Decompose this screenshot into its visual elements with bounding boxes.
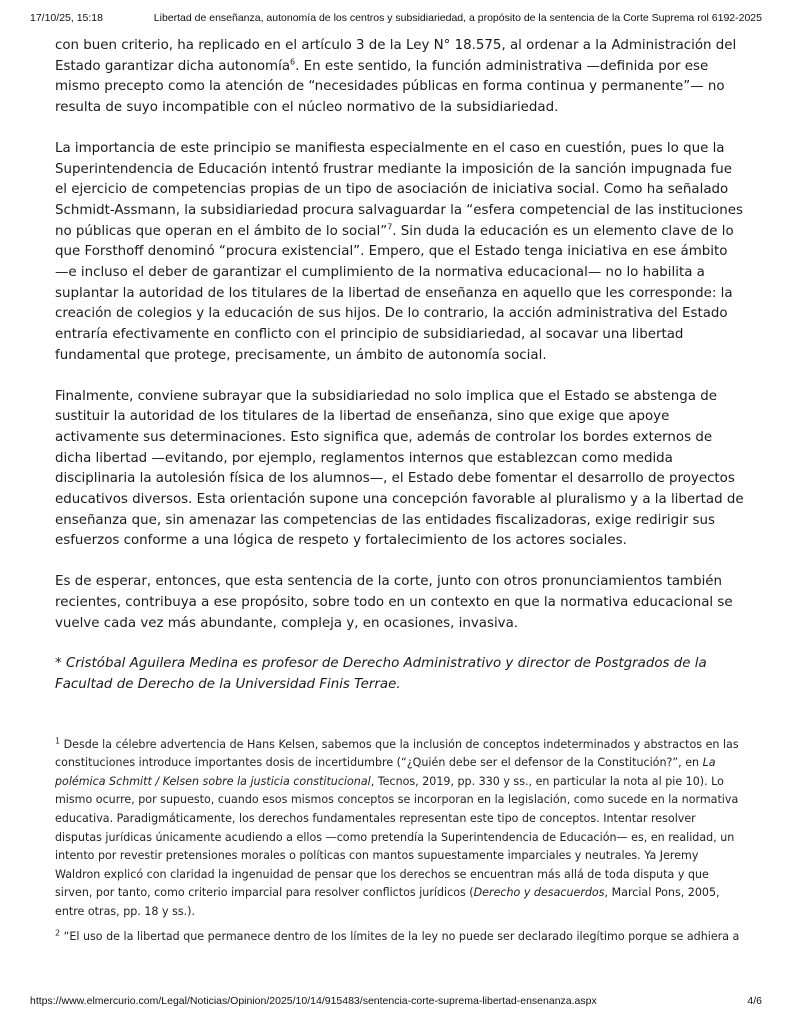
- footnote-1-number: 1: [55, 736, 61, 745]
- footnote-1-text-a: Desde la célebre advertencia de Hans Kelsen, sabemos que la inclusión de conceptos indeterminados y abstractos en las constituciones introduce importantes dosis de incertidumbre (“¿Quién debe ser el defensor de la Constitución?”, en: [55, 737, 739, 770]
- footnote-ref-7: 7: [387, 222, 393, 232]
- footnote-1: [55, 736, 745, 922]
- footnote-1-text-b: , Tecnos, 2019, pp. 330 y ss., en particular la nota al pie 10). Lo mismo ocurre, por supuesto, cuando esos mismos conceptos se incorporan en la legislación, como sucede en la normativa educativa. Paradigmáticamente, los derechos fundamentales representan este tipo de conceptos. Intentar resolver disputas jurídicas únicamente acudiendo a ellos —como pretendía la Superintendencia de Educación— es, en realidad, un intento por revestir pretensiones morales o políticas con mantos supuestamente imparciales y neutrales. Ya Jeremy Waldron explicó con claridad la ingenuidad de pensar que los derechos se encuentran más allá de toda disputa y que sirven, por tanto, como criterio imparcial para resolver conflictos jurídicos (: [55, 774, 739, 900]
- footnote-1-text-c: , Marcial Pons, 2005, entre otras, pp. 18 y ss.).: [55, 886, 720, 919]
- paragraph-4: Es de esperar, entonces, que esta sentencia de la corte, junto con otros pronunciamientos también recientes, contribuya a ese propósito, sobre todo en un contexto en que la normativa educacional se vuelve cada vez más abundante, compleja y, en ocasiones, invasiva.: [55, 574, 733, 631]
- print-header: [30, 12, 762, 24]
- paragraph-3: Finalmente, conviene subrayar que la subsidiariedad no solo implica que el Estado se abstenga de sustituir la autoridad de los titulares de la libertad de enseñanza, sino que exige que apoye activamente sus determinaciones. Esto significa que, además de controlar los bordes externos de dicha libertad —evitando, por ejemplo, reglamentos internos que establezcan como medida disciplinaria la autolesión física de los alumnos—, el Estado debe fomentar el desarrollo de proyectos educativos diversos. Esta orientación supone una concepción favorable al pluralismo y a la libertad de enseñanza que, sin amenazar las competencias de las entidades fiscalizadoras, exige redirigir sus esfuerzos conforme a una lógica de respeto y fortalecimiento de los actores sociales.: [55, 388, 744, 549]
- article-content: [55, 36, 745, 952]
- footnotes: [55, 736, 745, 947]
- paragraph-2: [55, 139, 745, 367]
- print-url: https://www.elmercurio.com/Legal/Noticias/Opinion/2025/10/14/915483/sentencia-corte-suprema-libertad-ensenanza.aspx: [30, 995, 597, 1007]
- print-footer: [30, 995, 762, 1007]
- paragraph-1-text-a: con buen criterio, ha replicado en el artículo 3 de la Ley N° 18.575, al ordenar a la Administración del Estado garantizar dicha autonomía: [55, 38, 737, 74]
- paragraph-2-text-b: . Sin duda la educación es un elemento clave de lo que Forsthoff denominó “procura existencial”. Empero, que el Estado tenga iniciativa en ese ámbito —e incluso el deber de garantizar el cumplimiento de la normativa educacional— no lo habilita a suplantar la autoridad de los titulares de la libertad de enseñanza en aquello que les corresponde: la creación de colegios y la educación de sus hijos. De lo contrario, la acción administrativa del Estado entraría efectivamente en conflicto con el principio de subsidiariedad, al socavar una libertad fundamental que protege, precisamente, un ámbito de autonomía social.: [55, 223, 734, 363]
- footnote-2: [55, 928, 745, 947]
- footnote-1-title-1: La polémica Schmitt / Kelsen sobre la justicia constitucional: [55, 756, 716, 788]
- print-datetime: 17/10/25, 15:18: [30, 12, 103, 24]
- paragraph-1-text-b: . En este sentido, la función administrativa —definida por ese mismo precepto como la atención de “necesidades públicas en forma continua y permanente”— no resulta de suyo incompatible con el núcleo normativo de la subsidiariedad.: [55, 58, 725, 116]
- author-note: * Cristóbal Aguilera Medina es profesor de Derecho Administrativo y director de Postgrados de la Facultad de Derecho de la Universidad Finis Terrae.: [55, 656, 707, 692]
- footnote-1-title-2: Derecho y desacuerdos: [473, 886, 605, 900]
- footnote-2-number: 2: [55, 927, 61, 937]
- paragraph-2-text-a: La importancia de este principio se manifiesta especialmente en el caso en cuestión, pues lo que la Superintendencia de Educación intentó frustrar mediante la imposición de la sanción impugnada fue el ejercicio de competencias propias de un tipo de asociación de iniciativa social. Como ha señalado Schmidt-Assmann, la subsidiariedad procura salvaguardar la “esfera competencial de las instituciones no públicas que operan en el ámbito de lo social”: [55, 140, 743, 239]
- footnote-ref-6: 6: [290, 57, 296, 67]
- paragraph-1: [55, 36, 745, 119]
- page-number: 4/6: [747, 995, 762, 1007]
- footnote-2-text: “El uso de la libertad que permanece dentro de los límites de la ley no puede ser declarado ilegítimo porque se adhiera a: [60, 929, 740, 943]
- print-page-title: Libertad de enseñanza, autonomía de los centros y subsidiariedad, a propósito de la sentencia de la Corte Suprema rol 6192-2025: [153, 12, 762, 24]
